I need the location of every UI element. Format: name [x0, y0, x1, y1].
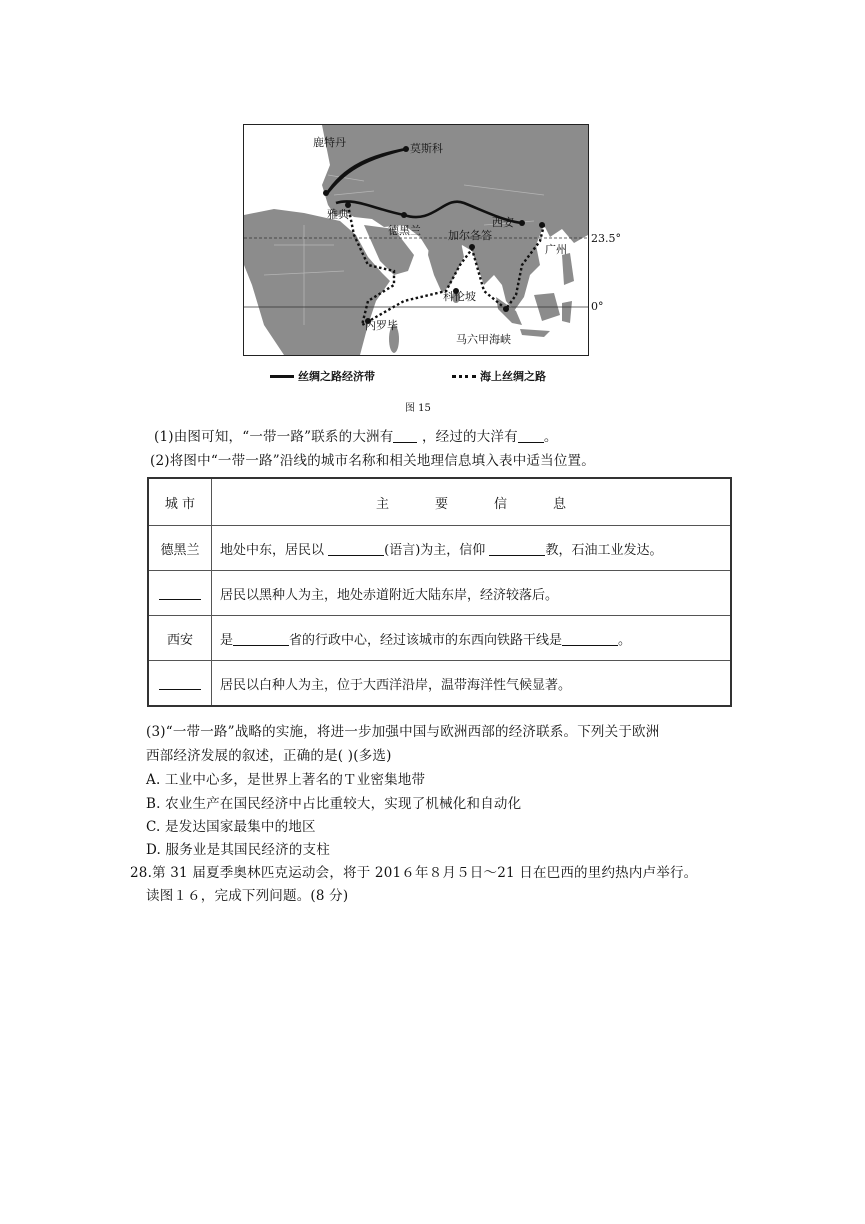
label-xian: 西安: [492, 216, 514, 229]
label-kolkata: 加尔各答: [448, 229, 492, 242]
label-tehran: 德黑兰: [388, 224, 421, 237]
q1-blank-continents[interactable]: [393, 428, 417, 443]
table-row: [148, 616, 731, 661]
table-row: [148, 661, 731, 707]
table-row: [148, 571, 731, 616]
label-moscow: 莫斯科: [410, 142, 443, 155]
label-tropic: 23.5°: [591, 232, 621, 245]
india: [428, 237, 464, 293]
row3-info: 是 省的行政中心，经过该城市的东西向铁路干线是 。: [212, 616, 732, 661]
row2-blank-city[interactable]: [159, 585, 201, 600]
row1-city: 德黑兰: [148, 526, 212, 571]
row1-blank-language[interactable]: [328, 541, 384, 556]
city-info-table: [147, 477, 732, 707]
silk-road-map: [243, 124, 589, 356]
question-28-line2: 读图１６，完成下列问题。(8 分): [146, 888, 349, 904]
legend-sea-label: 海上丝绸之路: [480, 370, 546, 383]
header-city: 城 市: [148, 478, 212, 526]
philippines: [562, 253, 574, 285]
sulawesi: [562, 301, 572, 323]
row3-blank-province[interactable]: [233, 631, 289, 646]
label-malacca: 马六甲海峡: [456, 333, 511, 346]
q1-prefix: (1)由图可知，“一带一路”联系的大洲有: [154, 429, 394, 445]
row4-blank-city[interactable]: [159, 675, 201, 690]
option-c[interactable]: C. 是发达国家最集中的地区: [146, 819, 316, 835]
question-28-line1: 28.第 31 届夏季奥林匹克运动会，将于 201６年８月５日～21 日在巴西的里约热内卢举行。: [130, 865, 698, 881]
dot-kolkata: [469, 244, 475, 250]
question-1: [154, 425, 558, 445]
row4-city: [148, 661, 212, 707]
row4-info: 居民以白种人为主，位于大西洋沿岸，温带海洋性气候显著。: [212, 661, 732, 707]
row1-info: 地处中东，居民以 (语言)为主，信仰 教，石油工业发达。: [212, 526, 732, 571]
table-row: [148, 526, 731, 571]
dotted-line-icon: [452, 375, 476, 378]
dot-rotterdam: [323, 190, 329, 196]
label-athens: 雅典: [327, 208, 349, 221]
q1-middle: ，经过的大洋有: [421, 429, 518, 445]
java: [520, 329, 550, 337]
label-guangzhou: 广州: [545, 243, 567, 256]
dot-malacca: [503, 306, 509, 312]
option-b[interactable]: B. 农业生产在国民经济中占比重较大，实现了机械化和自动化: [146, 796, 522, 812]
legend-land-label: 丝绸之路经济带: [298, 370, 375, 383]
legend-land: [270, 368, 375, 384]
label-nairobi: 内罗毕: [365, 319, 398, 332]
row2-city: [148, 571, 212, 616]
header-info: 主要信息: [212, 478, 732, 526]
label-equator: 0°: [591, 300, 604, 313]
question-2: (2)将图中“一带一路”沿线的城市名称和相关地理信息填入表中适当位置。: [150, 453, 595, 469]
option-a[interactable]: A. 工业中心多，是世界上著名的Ｔ业密集地带: [146, 772, 426, 788]
dot-xian: [519, 220, 525, 226]
row1-blank-religion[interactable]: [489, 541, 545, 556]
legend-sea: [452, 368, 546, 384]
solid-line-icon: [270, 375, 294, 378]
question-3-line1: (3)“一带一路”战略的实施，将进一步加强中国与欧洲西部的经济联系。下列关于欧洲: [146, 724, 660, 740]
row3-city: 西安: [148, 616, 212, 661]
map-drawing: [244, 125, 588, 355]
figure-caption: 图 15: [405, 403, 431, 414]
q1-blank-oceans[interactable]: [518, 428, 544, 443]
label-colombo: 科伦坡: [443, 290, 476, 303]
label-rotterdam: 鹿特丹: [313, 136, 346, 149]
question-3-line2: 西部经济发展的叙述，正确的是( )(多选): [146, 748, 392, 764]
dot-tehran: [401, 212, 407, 218]
row2-info: 居民以黑种人为主，地处赤道附近大陆东岸，经济较落后。: [212, 571, 732, 616]
row3-blank-railway[interactable]: [562, 631, 618, 646]
table-header-row: [148, 478, 731, 526]
option-d[interactable]: D. 服务业是其国民经济的支柱: [146, 842, 330, 858]
dot-moscow: [403, 146, 409, 152]
q1-suffix: 。: [543, 429, 558, 445]
dot-guangzhou: [539, 222, 545, 228]
